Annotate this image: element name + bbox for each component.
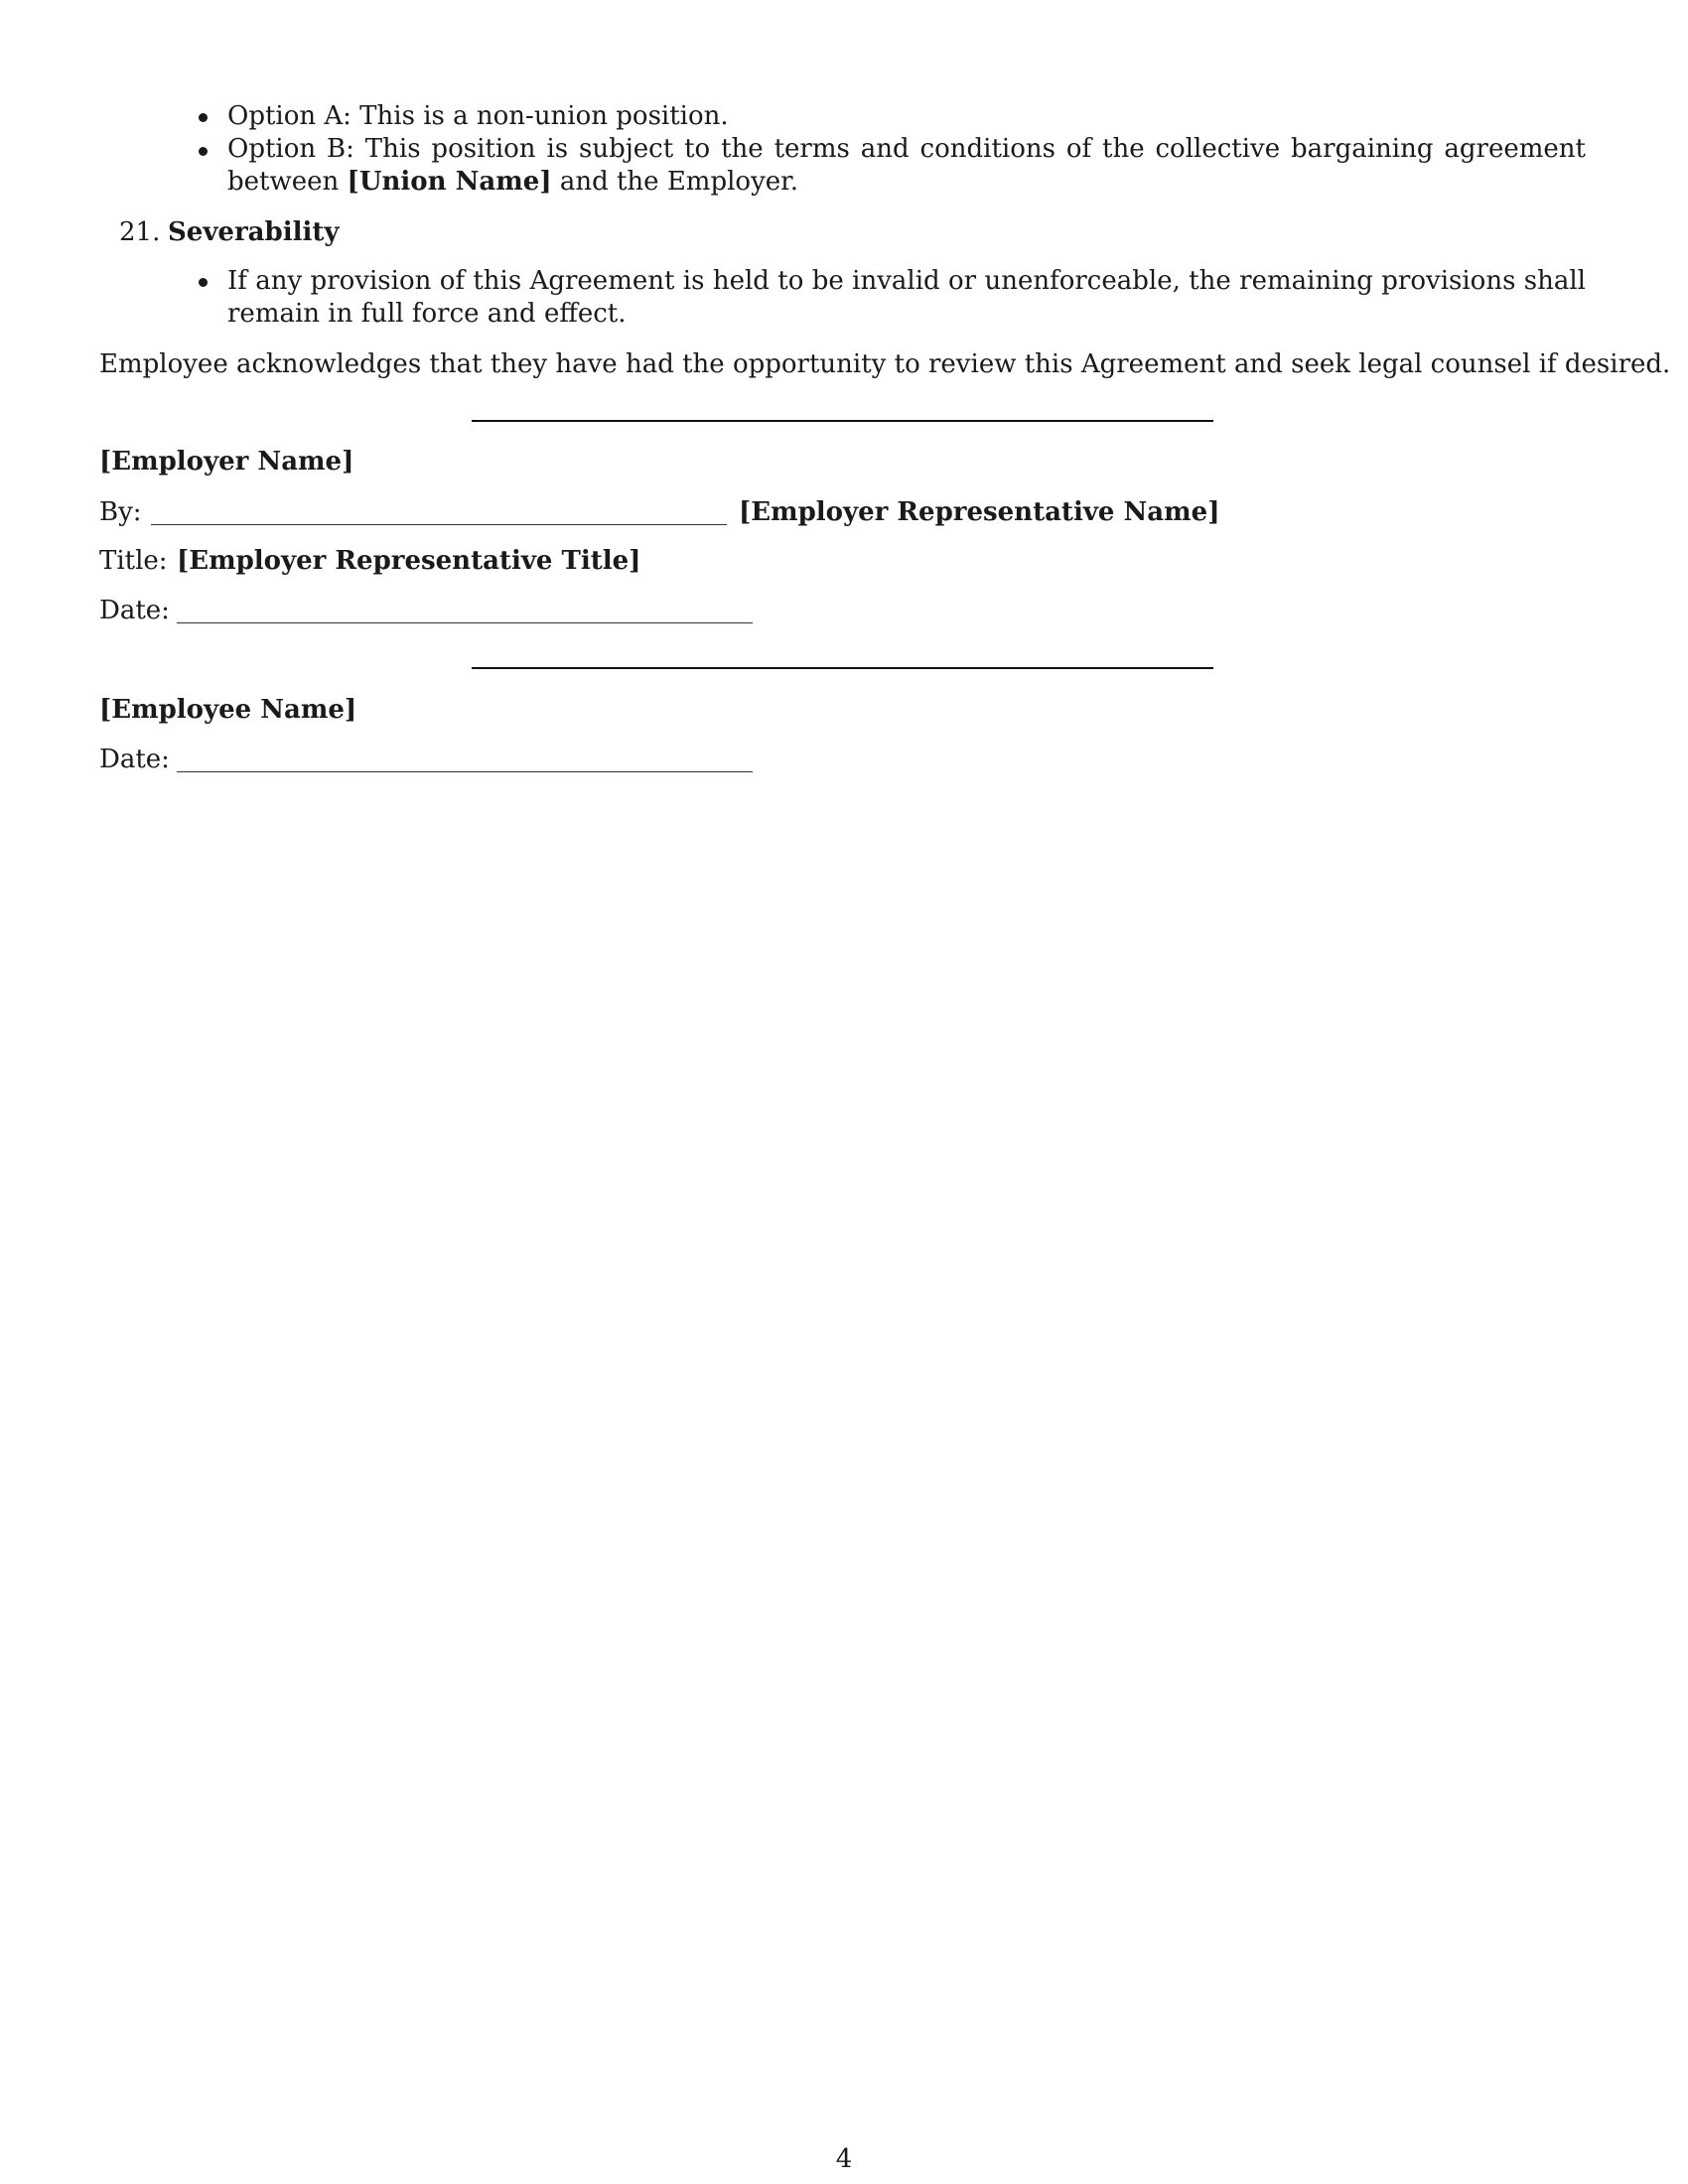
employee-name: [Employee Name] xyxy=(99,695,357,725)
severability-line-1: If any provision of this Agreement is held to be invalid or unenforceable, the remaining provisions shall remain in xyxy=(227,266,1586,329)
severability-line-2: full force and effect. xyxy=(360,299,627,329)
by-signature-field[interactable] xyxy=(151,524,727,525)
section-heading: Severability xyxy=(168,217,340,247)
bullet-icon xyxy=(199,113,208,122)
employer-date-label: Date: xyxy=(99,596,170,625)
option-b-suffix: and the Employer. xyxy=(559,167,798,197)
title-label: Title: xyxy=(99,546,168,576)
bullet-icon xyxy=(199,147,208,156)
employer-representative-title: [Employer Representative Title] xyxy=(177,546,641,576)
section-number: 21. xyxy=(119,217,161,247)
by-label: By: xyxy=(99,497,142,527)
employer-name: [Employer Name] xyxy=(99,447,354,477)
bullet-icon xyxy=(199,278,208,287)
option-a-text: Option A: This is a non-union position. xyxy=(227,101,729,131)
employer-signature-line xyxy=(472,420,1213,422)
employee-date-label: Date: xyxy=(99,745,170,774)
acknowledgement-paragraph: Employee acknowledges that they have had the opportunity to review this Agreement and seek legal counsel if desired. xyxy=(99,349,1671,379)
option-b-prefix: Option B: This position is subject to the terms and conditions of the collective bargaining agreement between xyxy=(227,134,1586,197)
employee-signature-line xyxy=(472,667,1213,669)
severability-text xyxy=(227,265,1586,331)
employer-representative-name: [Employer Representative Name] xyxy=(739,497,1220,527)
option-b-text xyxy=(227,133,1586,199)
employee-date-field[interactable] xyxy=(177,771,753,772)
employer-date-field[interactable] xyxy=(177,622,753,623)
page-number: 4 xyxy=(835,2144,853,2174)
union-name-placeholder: [Union Name] xyxy=(347,167,552,197)
